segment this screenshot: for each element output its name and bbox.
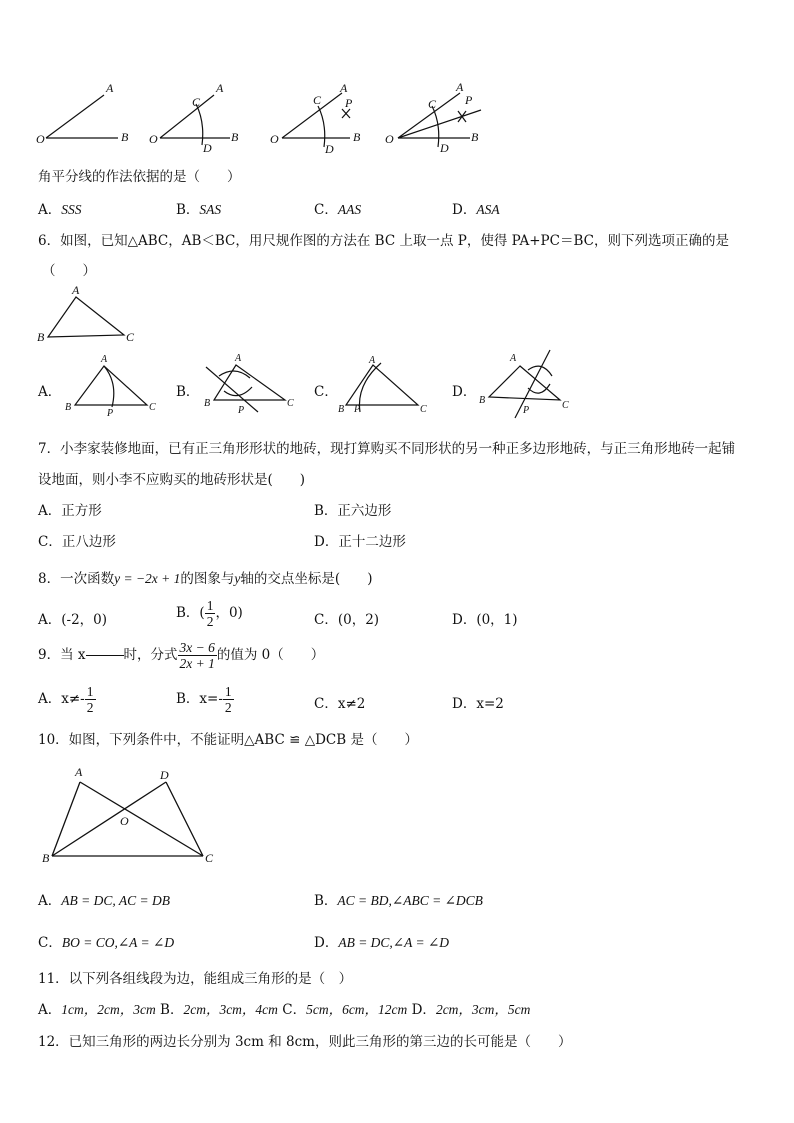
fraction-numerator: 1 [206,598,214,613]
option-text: BO = CO,∠A = ∠D [61,935,175,950]
q11-options [38,998,530,1018]
option-text: AC = BD,∠ABC = ∠DCB [337,893,483,908]
q6-label-c: C [126,330,135,344]
q5-figures [0,0,794,160]
q6c-label-c: C [420,404,427,415]
q10-label-c: C [205,851,214,865]
option-letter: B． [176,605,200,621]
q10-option-c [38,931,174,951]
q11-option-c [282,1002,407,1018]
fig3-label-p: P [345,96,353,110]
fig2-label-b: B [231,130,239,144]
option-letter: D． [314,534,339,550]
q6d-label-a: A [510,353,517,364]
option-text: AB = DC, AC = DB [61,893,170,908]
q7-option-c [38,530,116,550]
q8-option-d [452,608,518,628]
q8-suffix: 轴的交点坐标是( ) [240,571,373,587]
fig4-label-d: D [440,141,449,155]
q6d-label-c: C [562,400,569,411]
q6-a-arc [104,366,114,407]
fig1-label-a: A [106,81,114,95]
option-text: x=2 [476,696,504,712]
q6-stem-line2: （ ） [42,263,96,279]
option-text: x≠- [61,691,85,707]
q6d-label-p: P [523,405,530,416]
fraction-numerator: 1 [86,684,94,699]
q5-option-a [38,198,82,218]
option-text: SSS [61,202,82,217]
option-letter: D． [314,935,339,951]
option-letter: C． [314,612,338,628]
option-text: AB = DC,∠A = ∠D [338,935,450,950]
q6a-label-c: C [149,402,156,413]
option-text: 正方形 [61,503,102,519]
fig2-arc [196,104,203,145]
q6a-label-a: A [101,354,108,365]
q10-side-ab [52,782,80,856]
q9-blank [86,655,124,656]
q10-label-b: B [42,851,50,865]
fraction-numerator: 1 [224,684,232,699]
q8-middle: 的图象与 [180,571,235,587]
q6-label-a: A [72,283,80,297]
fig3-label-a: A [340,81,348,95]
q10-figure [0,750,794,870]
q5-option-d [452,198,500,218]
q6b-label-b: B [204,398,211,409]
q11-option-a [38,1002,156,1018]
option-letter: C． [314,202,338,218]
fig4-label-b: B [471,130,479,144]
q10-label-d: D [160,768,169,782]
q10-option-b [314,889,483,909]
q8-axis: y [234,571,241,586]
option-open: ( [199,605,205,621]
q6-option-c: C． [314,384,338,400]
fraction-denominator: 2 [86,700,94,715]
option-text: x≠2 [337,696,366,712]
option-text: x=- [199,691,223,707]
q8-stem [38,567,372,587]
q6b-label-a: A [235,353,242,364]
fig4-label-c: C [428,97,437,111]
q6-given-triangle [48,297,124,337]
q5-stem: 角平分线的作法依据的是（ ） [38,169,241,185]
q9-fraction [178,640,217,671]
option-letter: D． [452,612,477,628]
option-letter: A． [38,691,62,707]
q6b-label-c: C [287,398,294,409]
option-letter: C． [38,534,62,550]
option-letter: D． [452,696,477,712]
q11-option-d [412,1002,531,1018]
option-letter: B． [176,691,200,707]
q9-b-fraction [223,684,234,715]
q7-stem-line2: 设地面，则小李不应购买的地砖形状是( ) [38,472,306,488]
q8-prefix: 8．一次函数 [38,571,115,587]
fig3-arc [318,106,325,147]
fig3-ray-oa [282,93,342,138]
q6-label-b: B [37,330,45,344]
option-letter: D． [411,1002,436,1018]
q6-stem-line1: 6．如图，已知△ABC，AB＜BC，用尺规作图的方法在 BC 上取一点 P，使得 PA+PC＝BC，则下列选项正确的是 [38,233,729,249]
option-letter: B． [314,893,338,909]
q10-label-a: A [75,765,83,779]
q9-a-fraction [85,684,96,715]
q8-option-c [314,608,379,628]
fraction-denominator: 2x + 1 [179,656,215,671]
q9-option-d [452,692,504,712]
fig1-label-b: B [121,130,129,144]
fraction-numerator: 3x − 6 [179,640,215,655]
q6-option-b: B． [176,384,200,400]
q7-stem-line1: 7．小李家装修地面，已有正三角形形状的地砖，现打算购买不同形状的另一种正多边形地砖，与正三角形地砖一起铺 [38,441,736,457]
q10-option-d [314,931,449,951]
option-letter: A． [38,202,62,218]
q9-option-c [314,692,365,712]
q11-stem: 11．以下列各组线段为边，能组成三角形的是（ ） [38,971,353,987]
fig4-label-o: O [385,132,394,146]
q8-formula: y = −2x + 1 [114,571,181,586]
q6d-label-b: B [479,395,486,406]
fig2-label-o: O [149,132,158,146]
option-letter: C． [38,935,62,951]
q6a-label-b: B [65,402,72,413]
fig3-label-c: C [313,93,322,107]
option-letter: B． [314,503,338,519]
q10-diag-db [52,782,166,856]
option-letter: C． [282,1002,307,1018]
option-letter: A． [38,612,62,628]
option-text: 2cm，3cm，5cm [435,1002,531,1017]
q6c-label-p: P [354,404,361,415]
option-letter: D． [452,202,477,218]
option-text: 正六边形 [337,503,392,519]
q9-option-b [176,684,234,715]
q9-stem [38,640,324,671]
fig2-label-a: A [216,81,224,95]
q6-c-triangle [346,365,418,405]
q6c-label-b: B [338,404,345,415]
option-letter: A． [38,503,62,519]
q10-option-a [38,889,170,909]
fig3-label-d: D [325,142,334,156]
option-text: 2cm，3cm，4cm [183,1002,278,1017]
q10-label-o: O [120,814,129,828]
option-close: ，0) [215,605,243,621]
option-text: 1cm，2cm，3cm [61,1002,156,1017]
fig2-ray-oa [160,95,214,138]
option-text: (-2，0) [61,612,108,628]
fig4-label-p: P [465,93,473,107]
option-text: (0，2) [337,612,380,628]
q6-option-a: A． [38,384,62,400]
option-text: (0，1) [476,612,518,628]
q11-option-b [160,1002,278,1018]
fig1-ray-oa [46,95,104,138]
q9-middle: 时，分式 [123,647,178,663]
q6b-label-p: P [238,405,245,416]
q6-d-triangle [489,366,560,400]
fig4-bisector [398,110,481,138]
option-letter: B． [176,202,200,218]
fig3-label-o: O [270,132,279,146]
q6-figures [0,280,794,440]
option-letter: A． [38,893,62,909]
q8-option-b [176,598,243,629]
q8-option-a [38,608,107,628]
q5-option-c [314,198,361,218]
q7-option-b [314,499,391,519]
fig2-label-d: D [203,141,212,155]
option-text: ASA [476,202,500,217]
option-text: 正八边形 [61,534,116,550]
option-letter: C． [314,696,338,712]
fig3-label-b: B [353,130,361,144]
option-letter: B． [160,1002,184,1018]
option-letter: A． [38,1002,62,1018]
fig2-label-c: C [192,95,201,109]
q6c-label-a: A [369,355,376,366]
q6-option-d: D． [452,384,477,400]
q9-prefix: 9．当 x [38,647,86,663]
q9-suffix: 的值为 0（ ） [216,647,325,663]
q6a-label-p: P [107,408,114,419]
fig4-label-a: A [456,80,464,94]
q8-b-fraction [205,598,216,629]
option-text: 5cm，6cm，12cm [306,1002,408,1017]
q7-option-d [314,530,406,550]
q7-option-a [38,499,102,519]
option-text: SAS [199,202,222,217]
fraction-denominator: 2 [224,700,232,715]
q6-a-triangle [75,366,147,405]
q5-option-b [176,198,221,218]
option-text: 正十二边形 [338,534,406,550]
fraction-denominator: 2 [206,614,214,629]
q12-stem: 12．已知三角形的两边长分别为 3cm 和 8cm，则此三角形的第三边的长可能是（ ） [38,1034,572,1050]
q10-stem: 10．如图，下列条件中，不能证明△ABC ≌ △DCB 是（ ） [38,732,418,748]
q6-d-bisector [515,350,550,418]
q6-d-arc1 [528,366,552,376]
q9-option-a [38,684,96,715]
fig1-label-o: O [36,132,45,146]
option-text: AAS [337,202,362,217]
